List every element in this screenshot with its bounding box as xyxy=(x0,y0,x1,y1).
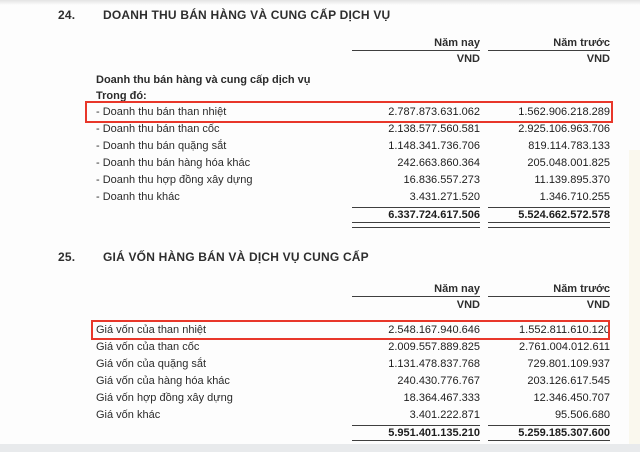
unit-label-nam-truoc: VND xyxy=(586,52,610,65)
total-nam-truoc: 5.524.662.572.578 xyxy=(488,207,610,221)
double-rule xyxy=(352,222,480,228)
table-row xyxy=(96,104,610,121)
row-label: Giá vốn của than cốc xyxy=(96,341,200,354)
table-row xyxy=(96,138,610,155)
value-nam-nay: 2.548.167.940.646 xyxy=(388,324,480,337)
column-header-row xyxy=(96,282,610,297)
value-nam-truoc: 819.114.783.133 xyxy=(528,140,610,153)
value-nam-nay: 1.131.478.837.768 xyxy=(388,358,480,371)
value-nam-nay: 3.401.222.871 xyxy=(409,408,480,421)
value-nam-truoc: 2.925.106.963.706 xyxy=(518,123,610,136)
value-nam-nay: 2.787.873.631.062 xyxy=(388,106,480,119)
table-row xyxy=(96,322,610,339)
data-table xyxy=(96,36,610,227)
scan-top-edge xyxy=(0,0,640,5)
value-nam-nay: 240.430.776.767 xyxy=(397,375,480,388)
value-nam-truoc: 11.139.895.370 xyxy=(534,174,610,186)
unit-label-nam-nay: VND xyxy=(456,298,480,311)
unit-label-nam-nay: VND xyxy=(456,52,480,65)
unit-row xyxy=(96,297,610,312)
column-header-nam-nay: Năm nay xyxy=(352,37,480,51)
column-header-row xyxy=(96,36,610,51)
value-nam-truoc: 205.048.001.825 xyxy=(527,157,610,170)
unit-label-nam-truoc: VND xyxy=(586,298,610,311)
row-label: - Doanh thu khác xyxy=(96,190,180,203)
double-rule-row xyxy=(96,222,610,227)
table-row xyxy=(96,339,610,356)
value-nam-truoc: 1.552.811.610.120 xyxy=(519,324,610,337)
row-label: Giá vốn hợp đồng xây dựng xyxy=(96,392,233,404)
total-nam-nay: 6.337.724.617.506 xyxy=(352,207,480,221)
value-nam-truoc: 1.562.906.218.289 xyxy=(518,106,610,119)
table-row xyxy=(96,390,610,407)
value-nam-nay: 1.148.341.736.706 xyxy=(388,140,480,153)
scan-right-edge xyxy=(629,150,640,444)
column-header-nam-truoc: Năm trước xyxy=(488,37,610,51)
section-number: 24. xyxy=(58,8,76,22)
table-row xyxy=(96,121,610,138)
table-row xyxy=(96,155,610,172)
column-header-nam-nay: Năm nay xyxy=(352,283,480,297)
table-subheader: Doanh thu bán hàng và cung cấp dịch vụ xyxy=(96,74,311,86)
value-nam-nay: 2.009.557.889.825 xyxy=(388,341,480,354)
section-title: GIÁ VỐN HÀNG BÁN VÀ DỊCH VỤ CUNG CẤP xyxy=(103,250,369,264)
total-row xyxy=(96,424,610,439)
double-rule xyxy=(488,222,610,228)
value-nam-nay: 16.836.557.273 xyxy=(403,174,480,186)
value-nam-truoc: 203.126.617.545 xyxy=(527,375,610,388)
section-heading xyxy=(58,250,640,265)
page-bottom-edge xyxy=(0,444,640,452)
section-25 xyxy=(0,250,640,445)
total-nam-truoc: 5.259.185.307.600 xyxy=(488,425,610,439)
value-nam-nay: 242.663.860.364 xyxy=(397,157,480,170)
section-number: 25. xyxy=(58,250,76,264)
value-nam-truoc: 2.761.004.012.611 xyxy=(519,341,610,354)
section-24 xyxy=(0,8,640,227)
value-nam-truoc: 12.346.450.707 xyxy=(533,392,610,404)
row-label: - Doanh thu hợp đồng xây dựng xyxy=(96,174,253,186)
value-nam-nay: 18.364.467.333 xyxy=(403,392,480,404)
section-title: DOANH THU BÁN HÀNG VÀ CUNG CẤP DỊCH VỤ xyxy=(103,8,391,22)
row-label: - Doanh thu bán quặng sắt xyxy=(96,140,227,153)
value-nam-truoc: 729.801.109.937 xyxy=(527,358,610,371)
value-nam-truoc: 95.506.680 xyxy=(554,408,610,421)
table-row xyxy=(96,172,610,189)
row-label: - Doanh thu bán than cốc xyxy=(96,123,220,136)
row-label: - Doanh thu bán hàng hóa khác xyxy=(96,157,251,170)
unit-row xyxy=(96,51,610,66)
row-label: Giá vốn khác xyxy=(96,408,161,421)
value-nam-nay: 2.138.577.560.581 xyxy=(388,123,480,136)
table-subnote: Trong đó: xyxy=(96,90,147,102)
value-nam-truoc: 1.346.710.255 xyxy=(539,190,610,203)
section-heading xyxy=(58,8,640,23)
row-label: Giá vốn của hàng hóa khác xyxy=(96,375,230,388)
table-body xyxy=(96,104,610,205)
table-body xyxy=(96,322,610,423)
row-label: Giá vốn của quặng sắt xyxy=(96,358,207,371)
table-row xyxy=(96,406,610,423)
table-row xyxy=(96,356,610,373)
row-label: - Doanh thu bán than nhiệt xyxy=(96,106,227,119)
value-nam-nay: 3.431.271.520 xyxy=(409,190,480,203)
total-nam-nay: 5.951.401.135.210 xyxy=(352,425,480,439)
row-label: Giá vốn của than nhiệt xyxy=(96,324,207,337)
data-table xyxy=(96,282,610,445)
table-row xyxy=(96,373,610,390)
column-header-nam-truoc: Năm trước xyxy=(488,283,610,297)
table-row xyxy=(96,188,610,205)
total-row xyxy=(96,206,610,221)
